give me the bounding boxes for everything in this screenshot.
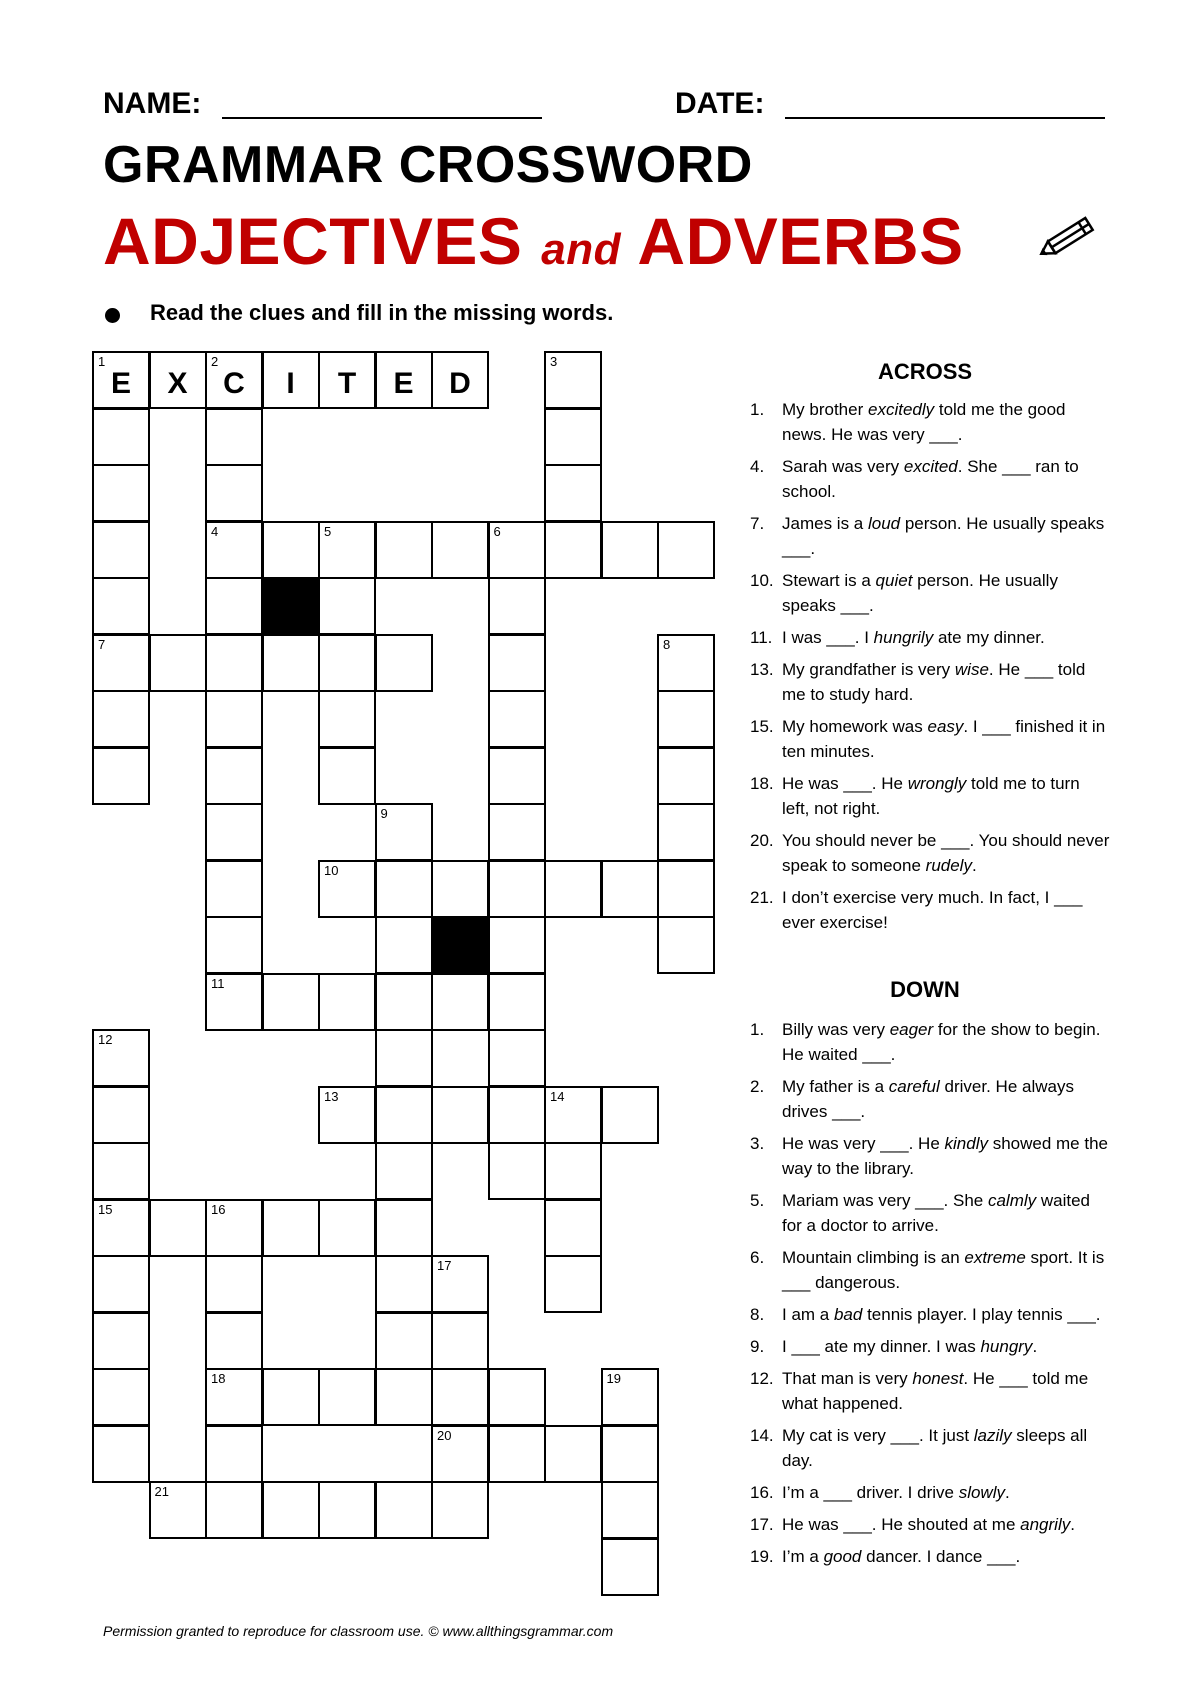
clue-label-number: 13. xyxy=(750,660,774,679)
crossword-cell[interactable] xyxy=(205,690,263,748)
clue-label-number: 4. xyxy=(750,457,765,476)
crossword-cell[interactable] xyxy=(544,1142,602,1200)
crossword-cell[interactable] xyxy=(205,747,263,805)
clue-keyword: kindly xyxy=(944,1134,988,1153)
clue-keyword: hungry xyxy=(980,1337,1033,1356)
clue-text: My homework was xyxy=(782,717,928,736)
crossword-cell[interactable] xyxy=(92,408,150,466)
across-clue xyxy=(750,454,1110,504)
crossword-cell[interactable] xyxy=(205,1481,263,1539)
crossword-cell[interactable] xyxy=(205,1255,263,1313)
down-clue xyxy=(750,1334,1110,1359)
clue-text: Mariam was very ___. She xyxy=(782,1191,988,1210)
clue-text: Stewart is a xyxy=(782,571,876,590)
crossword-cell[interactable] xyxy=(488,577,546,635)
crossword-cell[interactable] xyxy=(375,1142,433,1200)
clue-keyword: careful xyxy=(888,1077,940,1096)
crossword-cell[interactable] xyxy=(92,351,150,409)
answer-letter: T xyxy=(337,367,357,400)
crossword-cell[interactable] xyxy=(601,1368,659,1426)
bullet-icon xyxy=(105,308,120,323)
clue-text: told me to turn left, not right. xyxy=(782,774,1080,818)
crossword-cell[interactable] xyxy=(205,1368,263,1426)
clue-number: 5 xyxy=(324,523,332,539)
crossword-cell[interactable] xyxy=(375,1255,433,1313)
crossword-cell[interactable] xyxy=(488,521,546,579)
clue-number: 9 xyxy=(380,806,388,821)
crossword-cell[interactable] xyxy=(544,464,602,522)
clue-text: I am a xyxy=(782,1305,834,1324)
crossword-cell[interactable] xyxy=(205,521,263,579)
across-clues xyxy=(750,397,1110,942)
clue-number: 4 xyxy=(211,523,219,539)
crossword-cell[interactable] xyxy=(544,1199,602,1257)
clue-text: sleeps all day. xyxy=(782,1426,1088,1470)
crossword-cell[interactable] xyxy=(92,521,150,579)
crossword-cell[interactable] xyxy=(262,1199,320,1257)
clue-label-number: 1. xyxy=(750,1020,765,1039)
clue-label-number: 5. xyxy=(750,1191,765,1210)
subtitle-adverbs: ADVERBS xyxy=(637,204,964,278)
clue-text: You should never be ___. You should never speak to someone xyxy=(782,831,1110,875)
clue-keyword: hungrily xyxy=(873,628,934,647)
crossword-cell[interactable] xyxy=(431,1368,489,1426)
down-clue xyxy=(750,1074,1110,1124)
clue-text: Sarah was very xyxy=(782,457,904,476)
clue-label-number: 17. xyxy=(750,1515,774,1534)
clue-keyword: wrongly xyxy=(907,774,967,793)
crossword-cell[interactable] xyxy=(205,1312,263,1370)
clue-label-number: 12. xyxy=(750,1369,774,1388)
crossword-cell[interactable] xyxy=(205,860,263,918)
crossword-cell[interactable] xyxy=(431,1481,489,1539)
crossword-cell[interactable] xyxy=(205,351,263,409)
page-title: GRAMMAR CROSSWORD xyxy=(103,136,753,194)
crossword-cell[interactable] xyxy=(488,1142,546,1200)
clue-keyword: angrily xyxy=(1020,1515,1071,1534)
clue-label-number: 14. xyxy=(750,1426,774,1445)
crossword-cell[interactable] xyxy=(431,860,489,918)
across-clue xyxy=(750,511,1110,561)
clue-keyword: rudely xyxy=(925,856,972,875)
clue-number: 11 xyxy=(211,975,225,991)
clue-text: He was very ___. He xyxy=(782,1134,945,1153)
answer-letter: E xyxy=(110,367,131,400)
subtitle-adjectives: ADJECTIVES xyxy=(103,204,523,278)
clue-label-number: 18. xyxy=(750,774,774,793)
down-clues xyxy=(750,1017,1110,1576)
answer-letter: D xyxy=(449,367,471,400)
clue-number: 19 xyxy=(606,1371,621,1386)
crossword-cell[interactable] xyxy=(318,521,376,579)
down-heading: DOWN xyxy=(890,977,960,1002)
crossword-cell[interactable] xyxy=(205,1425,263,1483)
clue-text: . I ___ finished it in ten minutes. xyxy=(782,717,1106,761)
down-clue xyxy=(750,1366,1110,1416)
crossword-cell[interactable] xyxy=(544,1255,602,1313)
crossword-cell[interactable] xyxy=(601,521,659,579)
crossword-cell[interactable] xyxy=(92,577,150,635)
clue-text: person. He usually speaks ___. xyxy=(782,571,1058,615)
clue-text: . xyxy=(971,856,977,875)
clue-keyword: easy xyxy=(927,717,964,736)
crossword-cell[interactable] xyxy=(601,1425,659,1483)
crossword-cell[interactable] xyxy=(488,973,546,1031)
clue-text: showed me the way to the library. xyxy=(782,1134,1108,1178)
name-label: NAME: xyxy=(103,87,202,120)
clue-label-number: 21. xyxy=(750,888,774,907)
crossword-cell[interactable] xyxy=(375,1368,433,1426)
crossword-cell[interactable] xyxy=(657,634,715,692)
across-clue xyxy=(750,885,1110,935)
clue-keyword: excitedly xyxy=(867,400,935,419)
crossword-cell[interactable] xyxy=(205,1199,263,1257)
clue-text: . xyxy=(1032,1337,1038,1356)
crossword-cell[interactable] xyxy=(657,521,715,579)
crossword-cell[interactable] xyxy=(431,973,489,1031)
crossword-cell[interactable] xyxy=(544,521,602,579)
clue-number: 13 xyxy=(324,1088,339,1104)
clue-text: driver. He always drives ___. xyxy=(782,1077,1074,1121)
clue-number: 20 xyxy=(437,1427,452,1443)
clue-keyword: good xyxy=(823,1547,862,1566)
answer-letter: E xyxy=(393,367,414,400)
clue-number: 3 xyxy=(550,354,558,369)
crossword-cell[interactable] xyxy=(544,408,602,466)
clue-number: 21 xyxy=(154,1484,169,1499)
clue-text: My cat is very ___. It just xyxy=(782,1426,974,1445)
crossword-cell[interactable] xyxy=(205,408,263,466)
clue-number: 1 xyxy=(98,354,106,369)
across-clue xyxy=(750,657,1110,707)
crossword-cell[interactable] xyxy=(375,1199,433,1257)
crossword-cell[interactable] xyxy=(262,1481,320,1539)
crossword-cell[interactable] xyxy=(262,521,320,579)
crossword-cell[interactable] xyxy=(318,860,376,918)
crossword-cell[interactable] xyxy=(375,521,433,579)
clue-text: . She ___ ran to school. xyxy=(782,457,1079,501)
crossword-cell[interactable] xyxy=(488,1029,546,1087)
crossword-cell[interactable] xyxy=(488,1425,546,1483)
crossword-cell[interactable] xyxy=(205,464,263,522)
clue-label-number: 20. xyxy=(750,831,774,850)
clue-number: 14 xyxy=(550,1088,565,1104)
clue-text: James is a xyxy=(782,514,868,533)
down-clue xyxy=(750,1017,1110,1067)
clue-label-number: 10. xyxy=(750,571,774,590)
crossword-cell[interactable] xyxy=(318,973,376,1031)
crossword-cell[interactable] xyxy=(205,973,263,1031)
subtitle-and: and xyxy=(541,225,622,274)
crossword-cell[interactable] xyxy=(544,860,602,918)
clue-keyword: extreme xyxy=(964,1248,1026,1267)
crossword-cell[interactable] xyxy=(375,1481,433,1539)
clue-number: 16 xyxy=(211,1201,226,1217)
crossword-cell[interactable] xyxy=(262,351,320,409)
crossword-cell[interactable] xyxy=(488,916,546,974)
clue-label-number: 3. xyxy=(750,1134,765,1153)
instruction-text: Read the clues and fill in the missing words. xyxy=(150,300,614,325)
crossword-cell[interactable] xyxy=(375,634,433,692)
clue-label-number: 8. xyxy=(750,1305,765,1324)
crossword-cell[interactable] xyxy=(318,1199,376,1257)
clue-label-number: 11. xyxy=(750,628,773,647)
crossword-cell[interactable] xyxy=(318,690,376,748)
footer-permission: Permission granted to reproduce for classroom use. © www.allthingsgrammar.com xyxy=(103,1623,614,1639)
crossword-cell[interactable] xyxy=(431,351,489,409)
clue-text: Billy was very xyxy=(782,1020,890,1039)
crossword-cell[interactable] xyxy=(92,1425,150,1483)
answer-letter: C xyxy=(223,367,245,400)
clue-text: tennis player. I play tennis ___. xyxy=(862,1305,1101,1324)
down-clue xyxy=(750,1480,1110,1505)
clue-text: . xyxy=(1004,1483,1010,1502)
clue-number: 12 xyxy=(98,1032,113,1047)
crossword-cell[interactable] xyxy=(92,747,150,805)
crossword-cell[interactable] xyxy=(205,577,263,635)
clue-number: 10 xyxy=(324,862,339,878)
clue-label-number: 6. xyxy=(750,1248,765,1267)
crossword-cell[interactable] xyxy=(375,351,433,409)
crossword-cell[interactable] xyxy=(544,1086,602,1144)
clue-text: I was ___. I xyxy=(782,628,874,647)
crossword-cell[interactable] xyxy=(92,1086,150,1144)
crossword-cell[interactable] xyxy=(488,747,546,805)
crossword-cell[interactable] xyxy=(375,973,433,1031)
clue-keyword: quiet xyxy=(875,571,913,590)
crossword-cell[interactable] xyxy=(262,1368,320,1426)
crossword-cell[interactable] xyxy=(149,1199,207,1257)
crossword-cell[interactable] xyxy=(92,1368,150,1426)
clue-text: ate my dinner. xyxy=(933,628,1045,647)
clue-text: . He ___ told me to study hard. xyxy=(782,660,1086,704)
across-clue xyxy=(750,714,1110,764)
crossword-cell[interactable] xyxy=(262,634,320,692)
clue-keyword: eager xyxy=(889,1020,934,1039)
clue-text: . He ___ told me what happened. xyxy=(782,1369,1089,1413)
crossword-cell[interactable] xyxy=(375,1312,433,1370)
clue-number: 6 xyxy=(493,523,501,539)
crossword-cell[interactable] xyxy=(601,860,659,918)
crossword-cell[interactable] xyxy=(375,860,433,918)
across-clue xyxy=(750,828,1110,878)
crossword-cell[interactable] xyxy=(657,690,715,748)
clue-text: My brother xyxy=(782,400,868,419)
crossword-cell[interactable] xyxy=(318,747,376,805)
crossword-cell[interactable] xyxy=(318,1086,376,1144)
across-clue xyxy=(750,625,1110,650)
clue-label-number: 15. xyxy=(750,717,774,736)
clue-text: My father is a xyxy=(782,1077,889,1096)
clue-text: I ___ ate my dinner. I was xyxy=(782,1337,981,1356)
crossword-cell[interactable] xyxy=(488,1368,546,1426)
crossword-cell[interactable] xyxy=(92,690,150,748)
across-clue xyxy=(750,568,1110,618)
crossword-cell[interactable] xyxy=(92,1312,150,1370)
crossword-cell[interactable] xyxy=(375,1086,433,1144)
clue-keyword: excited xyxy=(903,457,958,476)
down-clue xyxy=(750,1188,1110,1238)
crossword-cell[interactable] xyxy=(657,860,715,918)
clue-keyword: wise xyxy=(954,660,989,679)
crossword-cell[interactable] xyxy=(657,803,715,861)
clue-text: sport. It is ___ dangerous. xyxy=(782,1248,1105,1292)
crossword-cell[interactable] xyxy=(375,803,433,861)
clue-keyword: honest xyxy=(912,1369,964,1388)
clue-text: person. He usually speaks ___. xyxy=(782,514,1105,558)
crossword-cell[interactable] xyxy=(375,1029,433,1087)
crossword-cell[interactable] xyxy=(544,351,602,409)
across-heading: ACROSS xyxy=(877,359,973,384)
clue-number: 17 xyxy=(437,1258,452,1273)
clue-text: for the show to begin. He waited ___. xyxy=(782,1020,1101,1064)
clue-number: 7 xyxy=(98,636,106,652)
crossword-cell[interactable] xyxy=(431,521,489,579)
crossword-cell[interactable] xyxy=(262,973,320,1031)
clue-text: He was ___. He shouted at me xyxy=(782,1515,1021,1534)
clue-keyword: calmly xyxy=(987,1191,1037,1210)
clue-keyword: bad xyxy=(833,1305,863,1324)
clue-label-number: 19. xyxy=(750,1547,774,1566)
clue-number: 8 xyxy=(663,636,671,652)
down-clue xyxy=(750,1423,1110,1473)
crossword-cell[interactable] xyxy=(149,351,207,409)
crossword-cell[interactable] xyxy=(318,351,376,409)
crossword-cell[interactable] xyxy=(318,1368,376,1426)
date-label: DATE: xyxy=(675,87,765,120)
clue-label-number: 2. xyxy=(750,1077,765,1096)
clue-text: I’m a xyxy=(782,1547,824,1566)
across-clue xyxy=(750,771,1110,821)
clue-number: 18 xyxy=(211,1371,226,1386)
clue-text: I’m a ___ driver. I drive xyxy=(782,1483,959,1502)
crossword-cell[interactable] xyxy=(431,1255,489,1313)
crossword-cell[interactable] xyxy=(488,803,546,861)
date-field[interactable] xyxy=(785,117,1105,119)
pencil-icon xyxy=(1035,212,1105,262)
crossword-cell[interactable] xyxy=(544,1425,602,1483)
clue-keyword: slowly xyxy=(958,1483,1005,1502)
crossword-cell[interactable] xyxy=(205,916,263,974)
page-subtitle xyxy=(103,203,964,279)
clue-text: told me the good news. He was very ___. xyxy=(782,400,1066,444)
clue-text: I don’t exercise very much. In fact, I ___ ever exercise! xyxy=(782,888,1083,932)
crossword-cell[interactable] xyxy=(431,1312,489,1370)
crossword-cell[interactable] xyxy=(205,803,263,861)
crossword-cell[interactable] xyxy=(601,1538,659,1596)
crossword-cell[interactable] xyxy=(92,1255,150,1313)
answer-letter: X xyxy=(167,367,188,400)
crossword-cell[interactable] xyxy=(149,1481,207,1539)
down-clue xyxy=(750,1245,1110,1295)
crossword-cell[interactable] xyxy=(92,1199,150,1257)
clue-text: Mountain climbing is an xyxy=(782,1248,965,1267)
clue-keyword: loud xyxy=(867,514,901,533)
crossword-cell[interactable] xyxy=(92,464,150,522)
crossword-cell[interactable] xyxy=(205,634,263,692)
clue-text: My grandfather is very xyxy=(782,660,955,679)
clue-label-number: 1. xyxy=(750,400,765,419)
crossword-cell[interactable] xyxy=(318,1481,376,1539)
clue-text: dancer. I dance ___. xyxy=(861,1547,1021,1566)
crossword-cell[interactable] xyxy=(488,1086,546,1144)
clue-label-number: 7. xyxy=(750,514,765,533)
clue-text: He was ___. He xyxy=(782,774,908,793)
down-clue xyxy=(750,1302,1110,1327)
down-clue xyxy=(750,1131,1110,1181)
clue-number: 2 xyxy=(211,354,219,369)
clue-label-number: 16. xyxy=(750,1483,774,1502)
crossword-cell[interactable] xyxy=(657,916,715,974)
down-clue xyxy=(750,1512,1110,1537)
crossword-cell[interactable] xyxy=(149,634,207,692)
crossword-cell[interactable] xyxy=(318,577,376,635)
clue-label-number: 9. xyxy=(750,1337,765,1356)
crossword-cell[interactable] xyxy=(601,1086,659,1144)
black-square xyxy=(431,916,489,974)
crossword-cell[interactable] xyxy=(488,690,546,748)
down-clue xyxy=(750,1544,1110,1569)
crossword-cell[interactable] xyxy=(92,1029,150,1087)
crossword-cell[interactable] xyxy=(488,860,546,918)
clue-keyword: lazily xyxy=(973,1426,1012,1445)
answer-letter: I xyxy=(286,367,295,400)
black-square xyxy=(262,577,320,635)
clue-text: That man is very xyxy=(782,1369,913,1388)
name-field[interactable] xyxy=(222,117,542,119)
crossword-cell[interactable] xyxy=(318,634,376,692)
clue-text: waited for a doctor to arrive. xyxy=(782,1191,1091,1235)
crossword-cell[interactable] xyxy=(657,747,715,805)
crossword-cell[interactable] xyxy=(431,1425,489,1483)
across-clue xyxy=(750,397,1110,447)
crossword-cell[interactable] xyxy=(375,916,433,974)
crossword-cell[interactable] xyxy=(92,1142,150,1200)
crossword-cell[interactable] xyxy=(601,1481,659,1539)
crossword-cell[interactable] xyxy=(488,634,546,692)
clue-text: . xyxy=(1070,1515,1075,1534)
crossword-cell[interactable] xyxy=(92,634,150,692)
clue-number: 15 xyxy=(98,1201,113,1217)
crossword-cell[interactable] xyxy=(431,1086,489,1144)
